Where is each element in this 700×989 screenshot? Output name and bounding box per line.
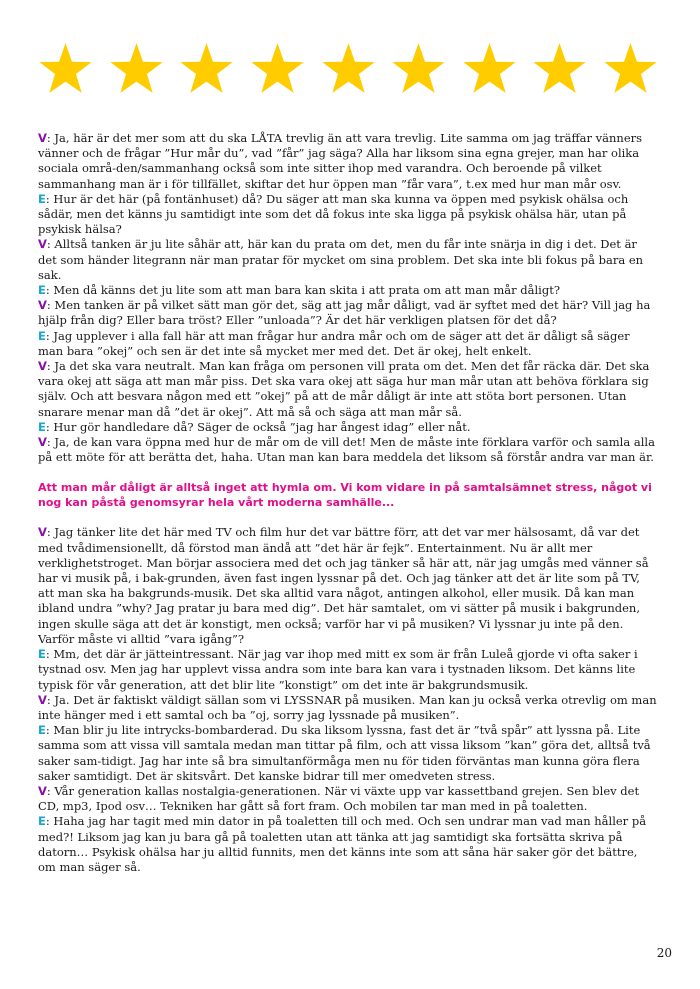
interview-line <box>38 283 658 298</box>
star-icon <box>532 42 587 97</box>
star-icon <box>603 42 658 97</box>
line-text: : Hur är det här (på fontänhuset) då? Du säger att man ska kunna va öppen med psykisk ohälsa och sådär, men det känns ju samtidigt inte som det då fokus inte ska ligga på psykisk ohälsa här, utan på psykisk hälsa? <box>38 191 629 237</box>
interview-line <box>38 420 658 435</box>
interview-line <box>38 329 658 359</box>
speaker-label: E <box>38 814 46 829</box>
line-text: : Ja, här är det mer som att du ska LÅTA trevlig än att vara trevlig. Lite samma om jag träffar vänners vänner och de frågar ”Hur mår du”, vad ”får” jag säga? Alla har liksom sina egna grejer, man har olika sociala områ-den/sammanhang också som inte sitter ihop med varandra. Och beroende på vilket sammanhang man är i för tillfället, skiftar det hur öppen man ”får vara”, t.ex med hur man mår osv. <box>38 131 643 191</box>
speaker-label: V <box>38 359 47 374</box>
speaker-label: E <box>38 723 46 738</box>
interview-line <box>38 647 658 693</box>
star-row <box>38 40 658 98</box>
speaker-label: V <box>38 131 47 145</box>
interview-line <box>38 192 658 238</box>
line-text: : Jag upplever i alla fall här att man frågar hur andra mår och om de säger att det är dåligt så säger man bara ”okej” och sen är det inte så mycket mer med det. Det är okej, helt enkelt. <box>38 328 630 358</box>
interview-line <box>38 693 658 723</box>
star-icon <box>462 42 517 97</box>
star-icon <box>38 42 93 97</box>
speaker-label: V <box>38 783 47 798</box>
section-heading: Att man mår dåligt är alltså inget att hymla om. Vi kom vidare in på samtalsämnet stress, något vi nog kan påstå genomsyrar hela vårt moderna samhälle... <box>38 481 652 510</box>
line-text: : Hur gör handledare då? Säger de också ”jag har ångest idag” eller nåt. <box>45 419 471 434</box>
speaker-label: E <box>38 328 46 343</box>
star-icon <box>179 42 234 97</box>
interview-line <box>38 237 658 283</box>
line-text: : Vår generation kallas nostalgia-generationen. När vi växte upp var kassettband grejen. Sen blev det CD, mp3, Ipod osv… Tekniken har gått så fort fram. Och mobilen tar man med in på toaletten. <box>38 783 640 814</box>
interview-line <box>38 784 658 814</box>
interview-section-2 <box>38 525 658 875</box>
line-text: : Ja. Det är faktiskt väldigt sällan som vi LYSSNAR på musiken. Man kan ju också verka otrevlig om man inte hänger med i ett samtal och ba ”oj, sorry jag lyssnade på musiken”. <box>38 692 657 722</box>
speaker-label: V <box>38 692 47 707</box>
star-icon <box>250 42 305 97</box>
article-body <box>38 131 658 875</box>
speaker-label: V <box>38 525 47 540</box>
interview-line <box>38 525 658 647</box>
line-text: : Mm, det där är jätteintressant. När jag var ihop med mitt ex som är från Luleå gjorde vi ofta saker i tystnad osv. Men jag har upplevt vissa andra som inte bara kan vara i tystnaden liksom. Det känns lite typisk för vår generation, att det blir lite ”konstigt” om det inte är bakgrundsmusik. <box>38 647 638 692</box>
interview-section-1 <box>38 131 658 465</box>
line-text: : Ja, de kan vara öppna med hur de mår om de vill det! Men de måste inte förklara varför och samla alla på ett möte för att berätta det, haha. Utan man kan bara meddela det liksom så förstår andra var man är. <box>38 435 655 465</box>
page-number: 20 <box>656 946 672 960</box>
speaker-label: E <box>38 283 46 298</box>
speaker-label: V <box>38 237 47 252</box>
star-icon <box>109 42 164 97</box>
interview-line <box>38 359 658 420</box>
speaker-label: V <box>38 298 47 313</box>
speaker-label: E <box>38 647 46 662</box>
star-icon <box>321 42 376 97</box>
star-icon <box>391 42 446 97</box>
interview-line <box>38 723 658 784</box>
interview-line <box>38 435 658 465</box>
speaker-label: E <box>38 191 46 206</box>
line-text: : Ja det ska vara neutralt. Man kan fråga om personen vill prata om det. Men det får räcka där. Det ska vara okej att säga att man mår piss. Det ska vara okej att säga hur man mår utan att behöva förklara sig själv. Och att besvara någon med ett ”okej” på att de mår dåligt är inte att stöta bort personen. Utan snarare menar man då ”det är okej”. Att må så och säga att man mår så. <box>38 359 650 419</box>
interview-line <box>38 814 658 875</box>
speaker-label: E <box>38 419 46 434</box>
interview-line <box>38 131 658 192</box>
line-text: : Men då känns det ju lite som att man bara kan skita i att prata om att man mår dåligt? <box>45 283 561 298</box>
line-text: : Haha jag har tagit med min dator in på toaletten till och med. Och sen undrar man vad man håller på med?! Liksom jag kan ju bara gå på toaletten utan att tänka att jag samtidigt ska fortsätta skriva på datorn… Psykisk ohälsa har ju alltid funnits, men det känns inte som att såna här saker gör det bättre, om man säger så. <box>38 814 647 874</box>
line-text: : Jag tänker lite det här med TV och film hur det var bättre förr, att det var mer hälsosamt, då var det med tvådimensionellt, då förstod man ändå att ”det här är fejk”. Entertainment. Nu är allt mer verklighetstroget. Man börjar associera med det och jag tänker så här att, när jag umgås med vänner så har vi musik på, i bak-grunden, även fast ingen lyssnar på det. Och jag tänker att det är lite som på TV, att man ska ha bakgrunds-musik. Det ska alltid vara något, antingen alkohol, eller musik. Då kan man ibland undra ”why? Jag pratar ju bara med dig”. Det här samtalet, om vi sätter på musik i bakgrunden, ingen skulle säga att det är konstigt, men också; varför har vi på musiken? Vi lyssnar ju inte på den. Varför måste vi alltid ”vara igång”? <box>38 525 649 646</box>
speaker-label: V <box>38 435 47 450</box>
line-text: : Alltså tanken är ju lite såhär att, här kan du prata om det, men du får inte snärja in dig i det. Det är det som händer litegrann när man pratar för mycket om sina problem. Det ska inte bli fokus på bara en sak. <box>38 237 644 282</box>
line-text: : Man blir ju lite intrycks-bombarderad. Du ska liksom lyssna, fast det är ”två spår” att lyssna på. Lite samma som att vissa vill samtala medan man tittar på film, och att vissa liksom ”kan” göra det, alltså två saker sam-tidigt. Jag har inte så bra simultanförmåga men nu för tiden förväntas man kunna göra flera saker samtidigt. Det är skitsvårt. Det kanske bidrar till mer omedveten stress. <box>38 723 651 783</box>
line-text: : Men tanken är på vilket sätt man gör det, säg att jag mår dåligt, vad är syftet med det här? Vill jag ha hjälp från dig? Eller bara tröst? Eller ”unloada”? Är det här verkligen platsen för det då? <box>38 298 651 328</box>
interview-line <box>38 298 658 328</box>
